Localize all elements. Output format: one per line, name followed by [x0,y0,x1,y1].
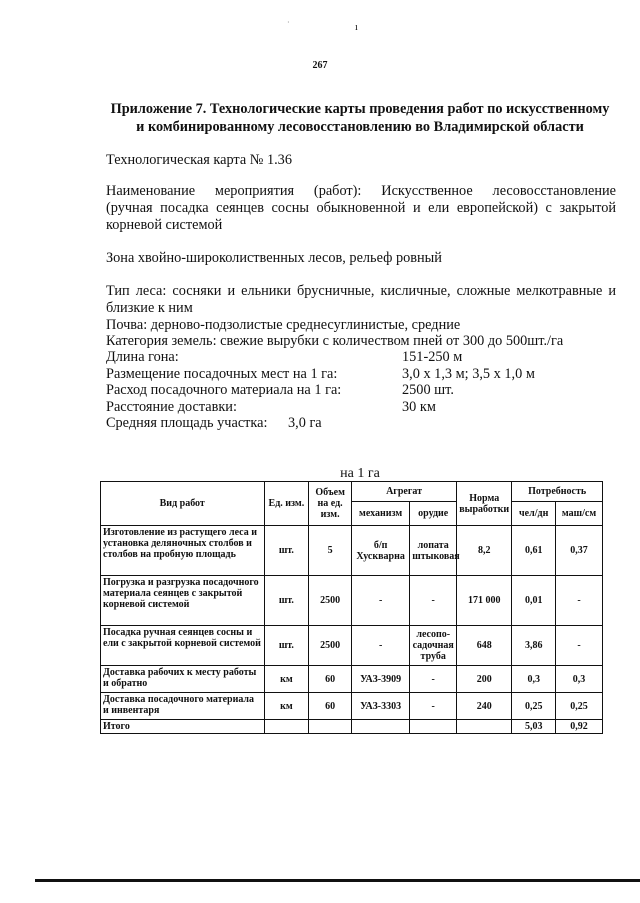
total-empty-cell [457,720,512,734]
cell-norm: 200 [457,666,512,693]
cell-work: Доставка посадочного материала и инвентаря [101,693,265,720]
header-machine-shifts: маш/см [556,502,603,526]
cell-unit: шт. [264,626,309,666]
cell-man-days: 3,86 [512,626,556,666]
cell-machine-shifts: - [556,626,603,666]
table-total-row [101,720,603,734]
activity-line-3: корневой системой [106,217,223,233]
cell-work: Доставка рабочих к месту работы и обратно [101,666,265,693]
scan-dot: · [287,18,290,27]
cell-norm: 8,2 [457,526,512,576]
param-value-delivery-distance: 30 км [402,399,436,415]
param-label-delivery-distance: Расстояние доставки: [106,399,237,415]
total-empty-cell [309,720,352,734]
param-value-average-area: 3,0 га [288,415,322,431]
cell-volume: 2500 [309,576,352,626]
cell-tool: - [410,666,457,693]
total-empty-cell [264,720,309,734]
cell-machine-shifts: 0,25 [556,693,603,720]
cell-norm: 171 000 [457,576,512,626]
total-label: Итого [101,720,265,734]
header-work-type: Вид работ [101,482,265,526]
cell-volume: 60 [309,666,352,693]
cell-volume: 2500 [309,626,352,666]
cell-man-days: 0,25 [512,693,556,720]
cell-tool: - [410,693,457,720]
appendix-heading [95,100,625,136]
bottom-rule [35,879,640,882]
table-row [101,626,603,666]
cell-man-days: 0,3 [512,666,556,693]
forest-type-line-2: близкие к ним [106,300,193,316]
total-empty-cell [410,720,457,734]
cell-mechanism: УАЗ-3303 [351,693,409,720]
heading-line-2: и комбинированному лесовосстановлению во Владимирской области [136,119,584,135]
soil: Почва: дерново-подзолистые среднесуглинистые, средние [106,317,461,333]
total-man-days: 5,03 [512,720,556,734]
cell-norm: 240 [457,693,512,720]
param-value-planting-spacing: 3,0 х 1,3 м; 3,5 х 1,0 м [402,366,535,382]
cell-unit: км [264,693,309,720]
cell-unit: км [264,666,309,693]
cell-volume: 5 [309,526,352,576]
total-machine-shifts: 0,92 [556,720,603,734]
cell-unit: шт. [264,526,309,576]
activity-line-2: (ручная посадка сеянцев сосны обыкновенной и ели европейской) с закрытой [106,200,616,216]
cell-man-days: 0,01 [512,576,556,626]
top-mark: ı [355,22,358,33]
header-man-days: чел/дн [512,502,556,526]
header-mechanism: механизм [351,502,409,526]
table-row [101,526,603,576]
cell-machine-shifts: - [556,576,603,626]
cell-man-days: 0,61 [512,526,556,576]
activity-line-1: Наименование мероприятия (работ): Искусственное лесовосстановление [106,183,616,199]
cell-work: Посадка ручная сеянцев сосны и ели с закрытой корневой системой [101,626,265,666]
param-label-haul-length: Длина гона: [106,349,179,365]
param-label-planting-spacing: Размещение посадочных мест на 1 га: [106,366,338,382]
work-table [100,481,603,734]
cell-machine-shifts: 0,37 [556,526,603,576]
land-category: Категория земель: свежие вырубки с количеством пней от 300 до 500шт./га [106,333,564,349]
cell-volume: 60 [309,693,352,720]
header-need: Потребность [512,482,603,502]
page-number: 267 [312,60,328,71]
param-label-average-area: Средняя площадь участка: [106,415,268,431]
cell-tool: лопата штыковая [410,526,457,576]
param-value-haul-length: 151-250 м [402,349,463,365]
cell-mechanism: - [351,576,409,626]
param-value-material-consumption: 2500 шт. [402,382,454,398]
cell-machine-shifts: 0,3 [556,666,603,693]
header-aggregate: Агрегат [351,482,456,502]
forest-zone: Зона хвойно-широколиственных лесов, рельеф ровный [106,250,442,266]
header-volume: Объем на ед. изм. [309,482,352,526]
cell-unit: шт. [264,576,309,626]
header-tool: орудие [410,502,457,526]
cell-mechanism: б/п Хускварна [351,526,409,576]
cell-norm: 648 [457,626,512,666]
header-unit: Ед. изм. [264,482,309,526]
table-row [101,693,603,720]
header-norm: Норма выработки [457,482,512,526]
cell-work: Погрузка и разгрузка посадочного материала сеянцев с закрытой корневой системой [101,576,265,626]
table-caption: на 1 га [340,466,380,481]
cell-tool: - [410,576,457,626]
param-label-material-consumption: Расход посадочного материала на 1 га: [106,382,342,398]
cell-mechanism: - [351,626,409,666]
table-row [101,576,603,626]
table-row [101,666,603,693]
forest-type-line-1: Тип леса: сосняки и ельники брусничные, кисличные, сложные мелкотравные и [106,283,616,299]
cell-work: Изготовление из растущего леса и установка деляночных столбов и столбов на пробную площадь [101,526,265,576]
cell-tool: лесопо-садочная труба [410,626,457,666]
total-empty-cell [351,720,409,734]
cell-mechanism: УАЗ-3909 [351,666,409,693]
card-title: Технологическая карта № 1.36 [106,152,292,168]
heading-line-1: Приложение 7. Технологические карты проведения работ по искусственному [110,101,610,117]
